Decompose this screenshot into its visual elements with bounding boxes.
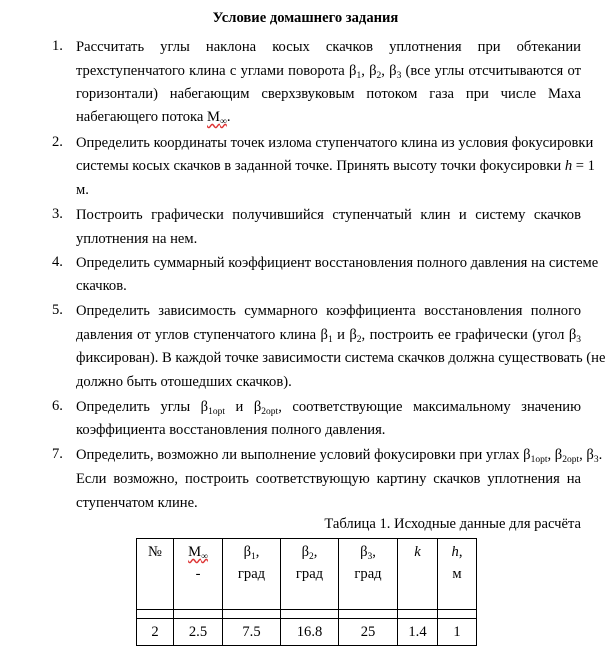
table-row: [137, 619, 477, 646]
task-text-line: набегающего потока $М_\infty$.: [76, 109, 231, 127]
task-number: 2.: [52, 134, 63, 150]
cell-beta1: 7.5: [223, 619, 281, 646]
task-number: 7.: [52, 446, 63, 462]
task-text-line: скачков.: [76, 278, 127, 294]
header-k: k: [398, 539, 438, 610]
cell-beta3: 25: [339, 619, 398, 646]
task-text-line: м.: [76, 182, 89, 198]
task-text-line: Определить зависимость суммарного коэффициента восстановления полного: [76, 303, 581, 319]
task-text-line: Построить графически получившийся ступенчатый клин и систему скачков: [76, 207, 581, 223]
task-text-line: горизонтали) набегающим сверхзвуковым потоком газа при числе Маха: [76, 86, 581, 102]
task-text-line: Определить, возможно ли выполнение условий фокусировки при углах $\beta_{1opt}$, $\beta_{2opt}$, $\beta_3$.: [76, 447, 603, 465]
task-text-line: Определить координаты точек излома ступенчатого клина из условия фокусировки: [76, 135, 594, 151]
task-text-line: трехступенчатого клина с углами поворота $\beta_1$, $\beta_2$, $\beta_3$ (все углы отсчитываются от: [76, 63, 581, 81]
cell-k: 1.4: [398, 619, 438, 646]
table-header-row: [137, 539, 477, 610]
task-text-line: ступенчатом клине.: [76, 495, 198, 511]
cell-mach: 2.5: [174, 619, 223, 646]
task-text-line: системы косых скачков в заданной точке. Принять высоту точки фокусировки h = 1: [76, 158, 595, 174]
task-text-line: Определить углы $\beta_{1opt}$ и $\beta_{2opt}$, соответствующие максимальному значению: [76, 399, 581, 417]
task-number: 1.: [52, 38, 63, 54]
task-text-line: Определить суммарный коэффициент восстановления полного давления на системе: [76, 255, 599, 271]
task-text-line: коэффициента восстановления полного давления.: [76, 422, 386, 438]
header-mach: $М_\infty$ -: [174, 539, 223, 610]
cell-beta2: 16.8: [281, 619, 339, 646]
header-h: h, м: [438, 539, 477, 610]
task-text-line: уплотнения на нем.: [76, 231, 198, 247]
task-number: 3.: [52, 206, 63, 222]
task-text-line: Рассчитать углы наклона косых скачков уплотнения при обтекании: [76, 39, 581, 55]
input-data-table: [136, 538, 477, 646]
header-beta2: $\beta_2$, град: [281, 539, 339, 610]
task-text-line: Если возможно, построить соответствующую картину скачков уплотнения на: [76, 471, 581, 487]
task-text-line: должно быть отошедших скачков).: [76, 374, 292, 390]
mach-symbol: $М_\infty$: [207, 109, 227, 127]
table-caption: Таблица 1. Исходные данные для расчёта: [324, 516, 581, 532]
page-title: Условие домашнего задания: [212, 10, 399, 26]
task-number: 4.: [52, 254, 63, 270]
header-beta1: $\beta_1$, град: [223, 539, 281, 610]
header-num: №: [137, 539, 174, 610]
task-number: 6.: [52, 398, 63, 414]
task-text-line: давления от углов ступенчатого клина $\beta_1$ и $\beta_2$, построить ее графически (угол $\beta_3$: [76, 327, 581, 345]
header-beta3: $\beta_3$, град: [339, 539, 398, 610]
task-text-line: фиксирован). В каждой точке зависимости система скачков должна существовать (не: [76, 350, 606, 366]
cell-num: 2: [137, 619, 174, 646]
cell-h: 1: [438, 619, 477, 646]
task-number: 5.: [52, 302, 63, 318]
